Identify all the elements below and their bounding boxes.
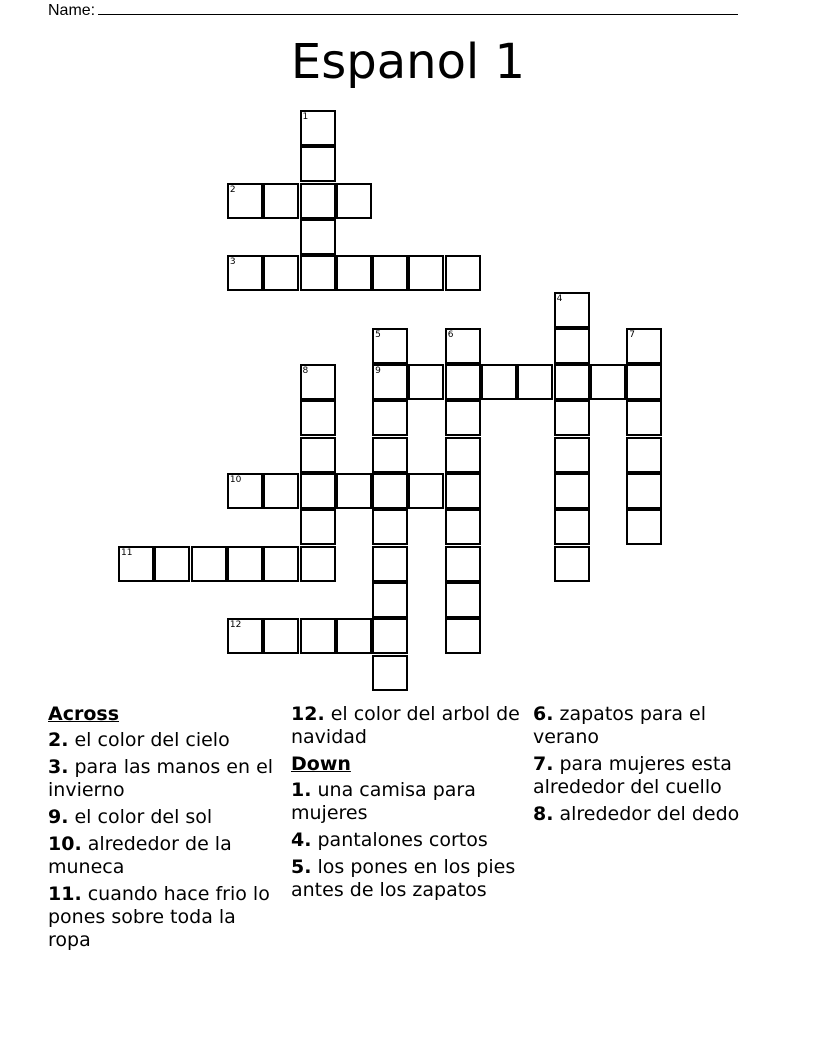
- grid-cell[interactable]: [191, 546, 227, 582]
- name-label: Name:: [48, 2, 96, 19]
- grid-cell[interactable]: [372, 546, 408, 582]
- grid-cell[interactable]: [300, 255, 336, 291]
- grid-cell[interactable]: [445, 400, 481, 436]
- grid-cell[interactable]: [263, 255, 299, 291]
- grid-cell[interactable]: [336, 618, 372, 654]
- clue-across-3: 3. para las manos en el invierno: [48, 756, 274, 801]
- cell-number: 6: [447, 329, 454, 340]
- cell-number: 2: [229, 184, 236, 195]
- grid-cell[interactable]: [517, 364, 553, 400]
- grid-cell[interactable]: [372, 328, 408, 364]
- grid-cell[interactable]: [372, 582, 408, 618]
- grid-cell[interactable]: [372, 655, 408, 691]
- grid-cell[interactable]: [445, 437, 481, 473]
- grid-cell[interactable]: [372, 618, 408, 654]
- clue-across-2: 2. el color del cielo: [48, 729, 230, 751]
- grid-cell[interactable]: [336, 183, 372, 219]
- grid-cell[interactable]: [554, 328, 590, 364]
- grid-cell[interactable]: [372, 509, 408, 545]
- grid-cell[interactable]: [626, 400, 662, 436]
- clue-down-7: 7. para mujeres esta alrededor del cuello: [533, 753, 732, 798]
- cell-number: 5: [375, 329, 381, 340]
- grid-cell[interactable]: [408, 473, 444, 509]
- grid-cell[interactable]: [445, 618, 481, 654]
- page-title: Espanol 1: [290, 34, 526, 90]
- grid-cell[interactable]: [590, 364, 626, 400]
- down-header: Down: [291, 753, 351, 775]
- clue-down-6: 6. zapatos para el verano: [533, 703, 706, 748]
- grid-cell[interactable]: [554, 437, 590, 473]
- grid-cell[interactable]: [227, 183, 263, 219]
- clues-column-3: [533, 703, 769, 830]
- grid-cell[interactable]: [445, 255, 481, 291]
- cell-number: 4: [556, 293, 563, 304]
- clue-across-10: 10. alrededor de la muneca: [48, 833, 232, 878]
- clue-down-4: 4. pantalones cortos: [291, 829, 488, 851]
- across-header: Across: [48, 703, 120, 725]
- grid-cell[interactable]: [336, 255, 372, 291]
- grid-cell[interactable]: [300, 546, 336, 582]
- cell-number: 8: [302, 366, 309, 377]
- grid-cell[interactable]: [300, 146, 336, 182]
- grid-cell[interactable]: [626, 437, 662, 473]
- grid-cell[interactable]: [263, 183, 299, 219]
- grid-cell[interactable]: [263, 473, 299, 509]
- grid-cell[interactable]: [263, 618, 299, 654]
- grid-cell[interactable]: [300, 437, 336, 473]
- grid-cell[interactable]: [372, 473, 408, 509]
- grid-cell[interactable]: [481, 364, 517, 400]
- clue-down-1: 1. una camisa para mujeres: [291, 779, 476, 824]
- grid-cell[interactable]: [154, 546, 190, 582]
- clues-column-2: [291, 703, 527, 906]
- grid-cell[interactable]: [372, 437, 408, 473]
- grid-cell[interactable]: [227, 255, 263, 291]
- grid-cell[interactable]: [300, 219, 336, 255]
- grid-cell[interactable]: [300, 509, 336, 545]
- grid-cell[interactable]: [626, 364, 662, 400]
- grid-cell[interactable]: [554, 473, 590, 509]
- grid-cell[interactable]: [445, 509, 481, 545]
- grid-cell[interactable]: [445, 546, 481, 582]
- grid-cell[interactable]: [300, 473, 336, 509]
- cell-number: 10: [229, 475, 242, 485]
- grid-cell[interactable]: [626, 328, 662, 364]
- grid-cell[interactable]: [445, 582, 481, 618]
- grid-cell[interactable]: [445, 473, 481, 509]
- cell-number: 9: [375, 366, 381, 377]
- grid-cell[interactable]: [227, 546, 263, 582]
- cell-number: 7: [629, 329, 635, 340]
- grid-cell[interactable]: [372, 400, 408, 436]
- clue-across-9: 9. el color del sol: [48, 806, 213, 828]
- cell-number: 1: [302, 112, 309, 122]
- cell-number: 11: [121, 547, 133, 558]
- clue-across-11: 11. cuando hace frio lo pones sobre toda la ropa: [48, 883, 270, 951]
- cell-number: 12: [229, 620, 242, 631]
- grid-cell[interactable]: [554, 292, 590, 328]
- clue-down-8: 8. alrededor del dedo: [533, 803, 740, 825]
- grid-cell[interactable]: [118, 546, 154, 582]
- grid-cell[interactable]: [300, 400, 336, 436]
- grid-cell[interactable]: [300, 183, 336, 219]
- grid-cell[interactable]: [554, 509, 590, 545]
- grid-cell[interactable]: [626, 509, 662, 545]
- grid-cell[interactable]: [227, 618, 263, 654]
- grid-cell[interactable]: [554, 364, 590, 400]
- grid-cell[interactable]: [626, 473, 662, 509]
- clue-down-5: 5. los pones en los pies antes de los zapatos: [291, 856, 516, 901]
- grid-cell[interactable]: [445, 328, 481, 364]
- grid-cell[interactable]: [300, 110, 336, 146]
- clues-column-1: [48, 703, 284, 956]
- grid-cell[interactable]: [227, 473, 263, 509]
- grid-cell[interactable]: [336, 473, 372, 509]
- grid-cell[interactable]: [554, 546, 590, 582]
- grid-cell[interactable]: [372, 364, 408, 400]
- grid-cell[interactable]: [445, 364, 481, 400]
- grid-cell[interactable]: [372, 255, 408, 291]
- clue-across-12: 12. el color del arbol de navidad: [291, 703, 520, 748]
- cell-number: 3: [229, 257, 236, 268]
- grid-cell[interactable]: [300, 618, 336, 654]
- grid-cell[interactable]: [263, 546, 299, 582]
- grid-cell[interactable]: [300, 364, 336, 400]
- grid-cell[interactable]: [408, 364, 444, 400]
- grid-cell[interactable]: [554, 400, 590, 436]
- grid-cell[interactable]: [408, 255, 444, 291]
